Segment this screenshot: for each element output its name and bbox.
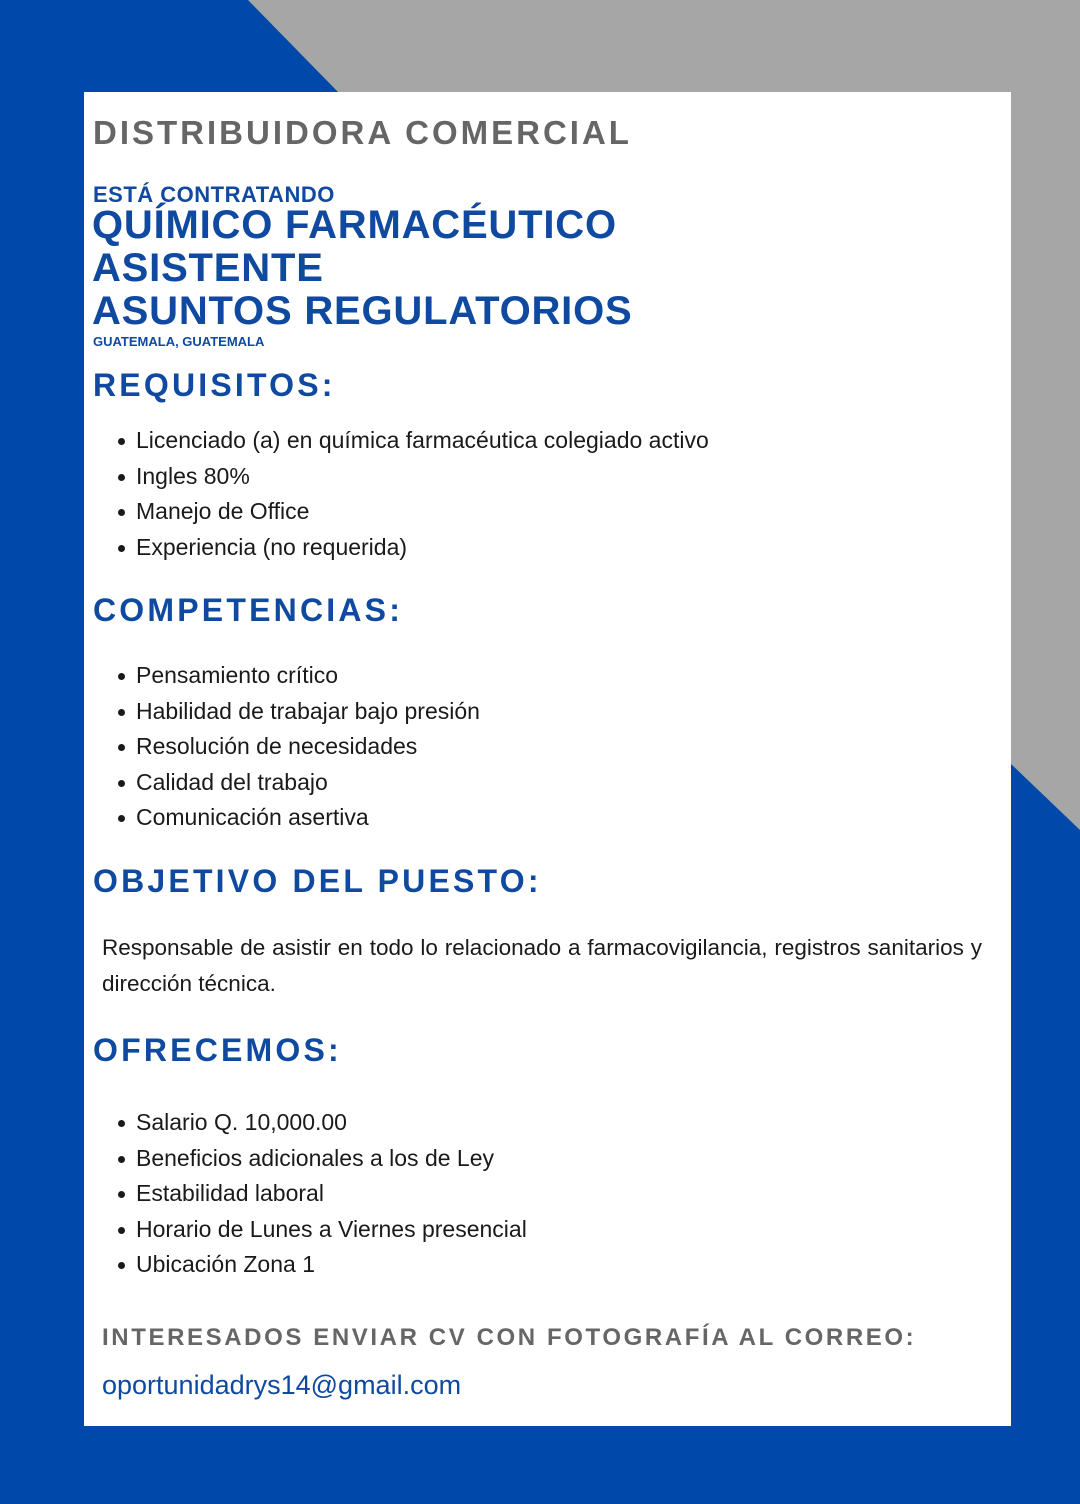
list-item: Pensamiento crítico — [136, 658, 480, 694]
company-name: DISTRIBUIDORA COMERCIAL — [93, 114, 632, 151]
list-item: Experiencia (no requerida) — [136, 530, 709, 566]
hiring-label: ESTÁ CONTRATANDO — [93, 182, 335, 207]
job-location: GUATEMALA, GUATEMALA — [93, 334, 265, 349]
list-item: Estabilidad laboral — [136, 1176, 527, 1212]
list-item: Ingles 80% — [136, 459, 709, 495]
competencias-list — [114, 658, 480, 836]
list-item: Licenciado (a) en química farmacéutica colegiado activo — [136, 423, 709, 459]
list-item: Manejo de Office — [136, 494, 709, 530]
job-title — [92, 204, 633, 333]
contact-heading: INTERESADOS ENVIAR CV CON FOTOGRAFÍA AL CORREO: — [102, 1324, 917, 1351]
list-item: Resolución de necesidades — [136, 729, 480, 765]
contact-email-link[interactable]: oportunidadrys14@gmail.com — [102, 1370, 462, 1400]
job-title-line: ASISTENTE — [92, 246, 324, 290]
objetivo-heading: OBJETIVO DEL PUESTO: — [93, 863, 542, 899]
list-item: Beneficios adicionales a los de Ley — [136, 1141, 527, 1177]
objetivo-text: Responsable de asistir en todo lo relacionado a farmacovigilancia, registros sanitarios y dirección técnica. — [102, 935, 982, 996]
list-item: Salario Q. 10,000.00 — [136, 1105, 527, 1141]
competencias-heading: COMPETENCIAS: — [93, 592, 404, 628]
job-posting-card — [84, 92, 1011, 1426]
list-item: Calidad del trabajo — [136, 765, 480, 801]
requisitos-list — [114, 423, 709, 565]
list-item: Comunicación asertiva — [136, 800, 480, 836]
ofrecemos-list — [114, 1105, 527, 1283]
list-item: Horario de Lunes a Viernes presencial — [136, 1212, 527, 1248]
ofrecemos-heading: OFRECEMOS: — [93, 1032, 342, 1068]
job-title-line: QUÍMICO FARMACÉUTICO — [92, 203, 617, 247]
requisitos-heading: REQUISITOS: — [93, 367, 336, 403]
list-item: Habilidad de trabajar bajo presión — [136, 694, 480, 730]
job-title-line: ASUNTOS REGULATORIOS — [92, 289, 633, 333]
list-item: Ubicación Zona 1 — [136, 1247, 527, 1283]
